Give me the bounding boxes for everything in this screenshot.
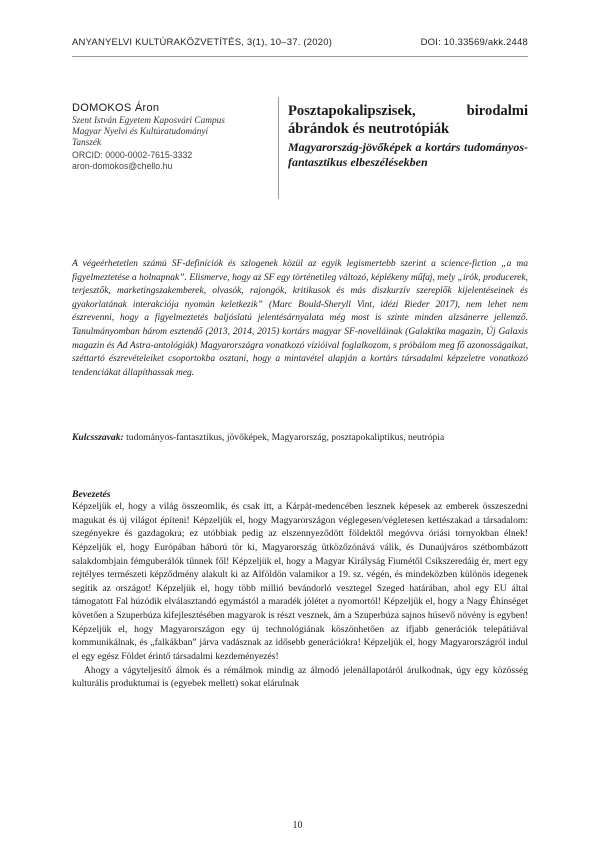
journal-citation: ANYANYELVI KULTÚRAKÖZVETÍTÉS, 3(1), 10–37. (2020) [72, 37, 333, 48]
article-title: Posztapokalipszisek, birodalmi ábrándok és neutrotópiák [288, 103, 528, 137]
vertical-divider [278, 97, 279, 199]
keywords-text: tudományos-fantasztikus, jövőképek, Magyarország, posztapokaliptikus, neutrópia [126, 432, 445, 443]
author-block [72, 101, 272, 172]
body-text [72, 500, 528, 691]
affiliation-line-3: Tanszék [72, 138, 102, 149]
affiliation-line-2: Magyar Nyelvi és Kultúratudományi [72, 127, 209, 138]
keywords-label: Kulcsszavak: [72, 432, 124, 443]
title-block [288, 103, 528, 169]
article-subtitle: Magyarország-jövőképek a kortárs tudományos-fantasztikus elbeszélésekben [288, 140, 528, 169]
page-number: 10 [292, 820, 303, 831]
keywords [72, 431, 528, 445]
author-email[interactable]: aron-domokos@chello.hu [72, 160, 173, 171]
paragraph-1: Képzeljük el, hogy a világ összeomlik, és csak itt, a Kárpát-medencében lesznek képesek az emberek összeszedni magukat és új világot építeni! Képzeljük el, hogy Magyarországon véglegesen/végletesen kettészakad a társadalom: szegényekre és gazdagokra; ez utóbbiak pedig az elszennyeződött földektől megóvva óriási tornyokban élnek! Képzeljük el, hogy Európában háború tör ki, Magyarország ütközőzónává válik, és Dunaújváros szétbombázott salakdombjain fémguberálók tűnnek fől! Képzeljük el, hogy a Magyar Királyság Fiumétől Csíkszeredáig ér, mert egy rejtélyes természeti képződmény alakult ki az Alföldön valamikor a 19. sz. végén, és mindeközben különös idegenek segítik az országot! Képzeljük el, hogy több millió bevándorló vesztegel Szeged határában, ahol egy EU által támogatott Fal húzódik elválasztandó egymástól a maradék jólétet a nyomortól! Képzeljük el, hogy a Nagy Éhínséget követően a Szuperbúza kifejlesztésében magyarok is részt vesznek, ám a Szuperbúza sajnos húsevő növény is egyben! Képzeljük el, hogy Magyarországon egy új technológiának köszönhetően az ifjabb generációk telepátiával kommunikálnak, és „falkákban” járva vadásznak az idősebb generációkra! Képzeljük el, hogy Magyarországról indul el egy egész Földet érintő társadalmi kezdeményezés! [72, 501, 528, 662]
section-heading: Bevezetés [72, 489, 111, 500]
doi: DOI: 10.33569/akk.2448 [420, 37, 528, 48]
author-name: DOMOKOS Áron [72, 102, 160, 114]
affiliation-line-1: Szent István Egyetem Kaposvári Campus [72, 116, 225, 126]
header-rule [72, 56, 528, 57]
paragraph-2: Ahogy a vágyteljesítő álmok és a rémálmok mindig az álmodó jelenállapotáról árulkodnak, úgy egy közösség kulturális produktumai is (egyebek mellett) sokat elárulnak [72, 664, 528, 690]
abstract: A végeérhetetlen számú SF-definíciók és szlogenek közül az egyik legismertebb szerint a science-fiction „a ma figyelmeztetése a holnapnak”. Elismerve, hogy az SF egy történetileg változó, képlékeny műfaj, mely „írók, producerek, terjesztők, marketingszakemberek, olvasók, rajongók, kritikusok és más diszkurzív szereplők kijelentéseinek és gyakorlatának interakciója nyomán keletkezik” (Marc Bould-Sheryll Vint, idézi Rieder 2017), nem lehet nem észrevenni, hogy a figyelmeztetés baljóslatú jelentésárnyalata még most is szinte minden alzsánerre jellemző. Tanulmányomban három esztendő (2013, 2014, 2015) kortárs magyar SF-novelláinak (Galaktika magazin, Új Galaxis magazin és Ad Astra-antológiák) Magyarországra vonatkozó vízióival foglalkozom, s próbálom meg fő azonosságaikat, széttartó észrevételeiket csoportokba osztani, hogy a mintavétel alapján a kortárs társadalmi képzeletre vonatkozó tendenciákat állapíthassak meg. [72, 259, 528, 378]
orcid: ORCID: 0000-0002-7615-3332 [72, 149, 193, 160]
running-head [72, 37, 528, 51]
